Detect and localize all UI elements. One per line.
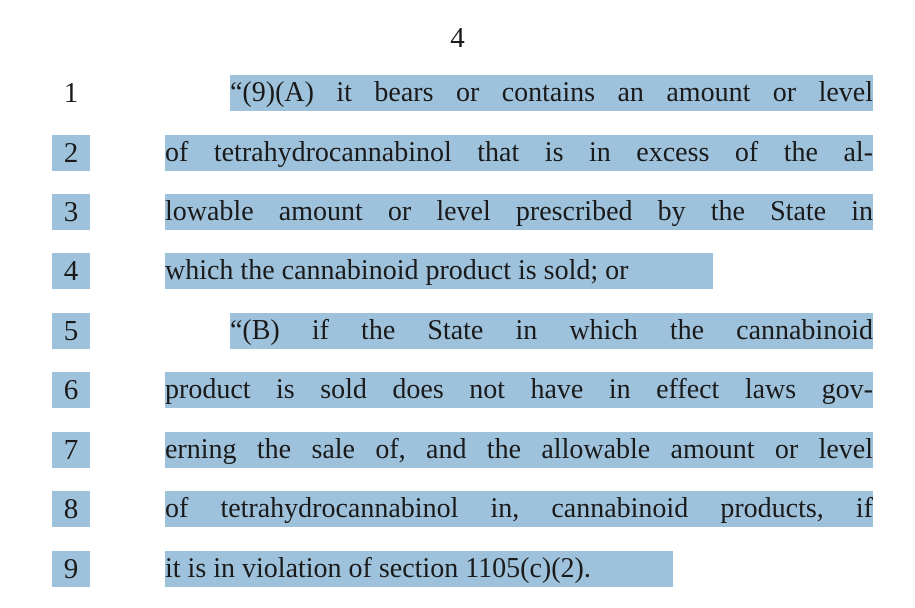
selected-text-line[interactable]: lowable amount or level prescribed by the State in bbox=[165, 194, 873, 230]
line-number: 5 bbox=[52, 313, 90, 349]
line-number: 2 bbox=[52, 135, 90, 171]
document-line bbox=[0, 491, 915, 527]
selected-text-line[interactable]: “(9)(A) it bears or contains an amount or level bbox=[230, 75, 873, 111]
selected-text-line[interactable]: product is sold does not have in effect laws gov- bbox=[165, 372, 873, 408]
line-number: 7 bbox=[52, 432, 90, 468]
document-line bbox=[0, 253, 915, 289]
selected-text-line[interactable]: it is in violation of section 1105(c)(2). bbox=[165, 551, 673, 587]
page-number: 4 bbox=[450, 22, 465, 54]
selected-text-line[interactable]: of tetrahydrocannabinol in, cannabinoid products, if bbox=[165, 491, 873, 527]
selected-text-line[interactable]: erning the sale of, and the allowable amount or level bbox=[165, 432, 873, 468]
selected-text-line[interactable]: “(B) if the State in which the cannabinoid bbox=[230, 313, 873, 349]
document-line bbox=[0, 551, 915, 587]
document-line bbox=[0, 75, 915, 111]
line-number: 8 bbox=[52, 491, 90, 527]
line-number: 6 bbox=[52, 372, 90, 408]
line-number: 1 bbox=[52, 75, 90, 111]
document-line bbox=[0, 135, 915, 171]
selected-text-line[interactable]: of tetrahydrocannabinol that is in excess of the al- bbox=[165, 135, 873, 171]
line-number: 4 bbox=[52, 253, 90, 289]
document-line bbox=[0, 194, 915, 230]
line-number: 9 bbox=[52, 551, 90, 587]
document-line bbox=[0, 432, 915, 468]
document-line bbox=[0, 313, 915, 349]
line-number: 3 bbox=[52, 194, 90, 230]
document-line bbox=[0, 372, 915, 408]
selected-text-line[interactable]: which the cannabinoid product is sold; or bbox=[165, 253, 713, 289]
